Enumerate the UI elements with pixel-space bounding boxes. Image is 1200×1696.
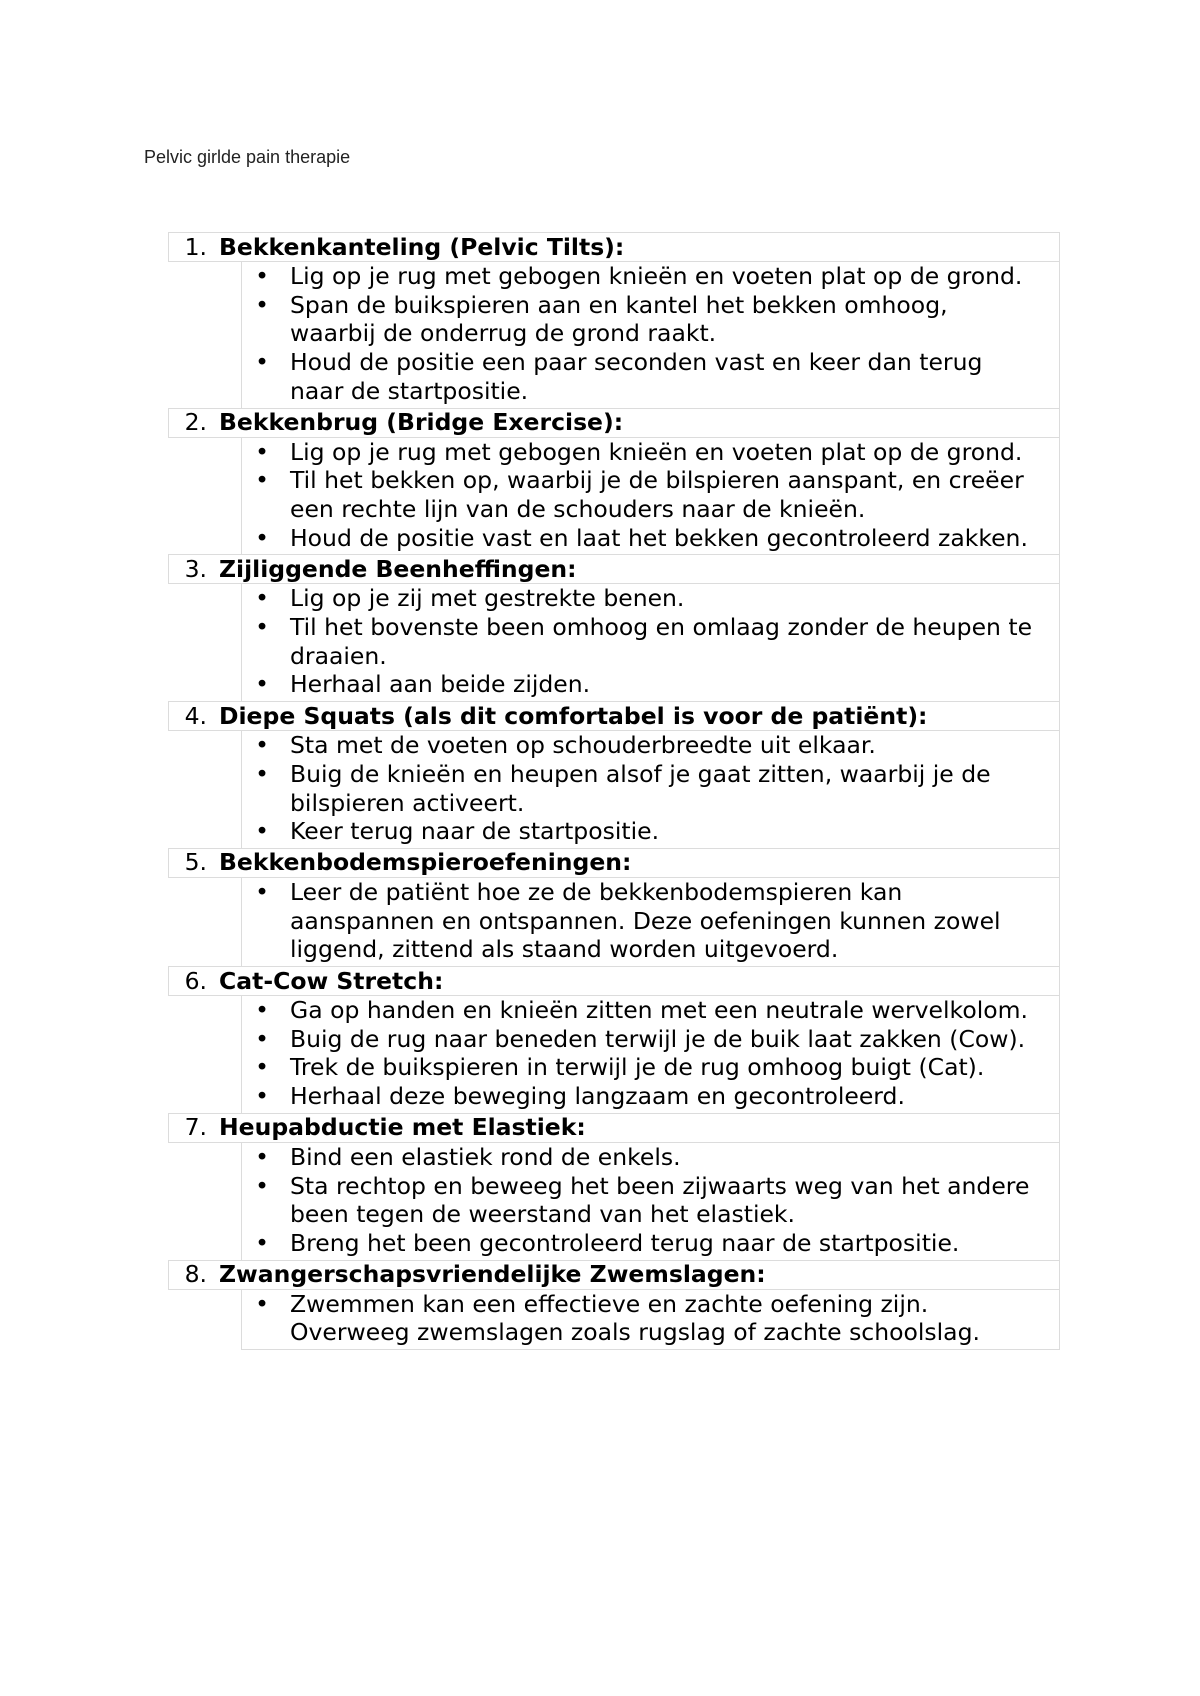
step-item (242, 1053, 1059, 1082)
step-text-line: Houd de positie een paar seconden vast en keer dan terug (290, 348, 983, 377)
step-text-line: Leer de patiënt hoe ze de bekkenbodemspieren kan (290, 877, 903, 906)
step-item (242, 760, 1059, 817)
step-text-line: Trek de buikspieren in terwijl je de rug omhoog buigt (Cat). (290, 1053, 985, 1082)
step-item (242, 1290, 1059, 1347)
step-text-line: bilspieren activeert. (290, 788, 525, 817)
step-text-line: Buig de rug naar beneden terwijl je de buik laat zakken (Cow). (290, 1024, 1026, 1053)
step-list (242, 1290, 1059, 1347)
exercise-heading (168, 408, 1060, 438)
bullet-icon: • (255, 262, 269, 290)
step-text-line: Lig op je rug met gebogen knieën en voeten plat op de grond. (290, 437, 1023, 466)
exercise-heading (168, 966, 1060, 996)
step-item (242, 1082, 1059, 1111)
exercise-number: 1. (184, 232, 207, 261)
bullet-icon: • (255, 523, 269, 552)
step-text-line: Lig op je zij met gestrekte benen. (290, 584, 685, 613)
step-list (242, 584, 1059, 699)
exercise-steps (241, 1290, 1060, 1350)
exercise-heading (168, 1260, 1060, 1290)
bullet-icon: • (255, 613, 269, 642)
step-text-line: Ga op handen en knieën zitten met een neutrale wervelkolom. (290, 996, 1028, 1025)
bullet-icon: • (255, 877, 269, 906)
step-text-line: Span de buikspieren aan en kantel het bekken omhoog, (290, 290, 948, 319)
bullet-icon: • (255, 348, 269, 377)
step-text-line: Sta rechtop en beweeg het been zijwaarts weg van het andere (290, 1171, 1030, 1200)
step-item (242, 524, 1059, 553)
bullet-icon: • (255, 1228, 269, 1257)
step-text-line: Bind een elastiek rond de enkels. (290, 1142, 681, 1171)
bullet-icon: • (255, 1024, 269, 1053)
step-text-line: liggend, zittend als staand worden uitgevoerd. (290, 935, 839, 964)
bullet-icon: • (255, 996, 269, 1025)
step-item (242, 1143, 1059, 1172)
step-text-line: Breng het been gecontroleerd terug naar de startpositie. (290, 1228, 960, 1257)
exercise-number: 4. (184, 701, 207, 730)
step-text-line: naar de startpositie. (290, 376, 529, 405)
step-text-line: Keer terug naar de startpositie. (290, 817, 660, 846)
step-item (242, 1172, 1059, 1229)
exercise-steps (241, 878, 1060, 966)
step-text-line: Zwemmen kan een effectieve en zachte oefening zijn. (290, 1289, 929, 1318)
bullet-icon: • (255, 670, 269, 699)
step-item (242, 878, 1059, 964)
step-text-line: Buig de knieën en heupen alsof je gaat zitten, waarbij je de (290, 759, 991, 788)
step-text-line: Sta met de voeten op schouderbreedte uit elkaar. (290, 731, 876, 760)
bullet-icon: • (255, 466, 269, 495)
exercise-number: 5. (184, 848, 207, 877)
step-item (242, 348, 1059, 405)
exercise-number: 2. (184, 408, 207, 437)
step-item (242, 438, 1059, 467)
exercise-title: Zijliggende Beenheffingen: (219, 554, 577, 583)
step-item (242, 584, 1059, 613)
exercise-title: Diepe Squats (als dit comfortabel is voor de patiënt): (219, 701, 928, 730)
exercise-heading (168, 232, 1060, 262)
bullet-icon: • (255, 437, 269, 466)
step-list (242, 878, 1059, 964)
exercise-number: 8. (184, 1260, 207, 1289)
exercise-title: Heupabductie met Elastiek: (219, 1113, 586, 1142)
step-text-line: Herhaal aan beide zijden. (290, 670, 591, 699)
exercise-steps (241, 584, 1060, 701)
step-list (242, 996, 1059, 1111)
step-item (242, 670, 1059, 699)
step-item (242, 996, 1059, 1025)
exercise-number: 6. (184, 966, 207, 995)
step-item (242, 731, 1059, 760)
step-text-line: Til het bovenste been omhoog en omlaag zonder de heupen te (290, 613, 1033, 642)
step-list (242, 438, 1059, 553)
exercise-title: Zwangerschapsvriendelijke Zwemslagen: (219, 1260, 766, 1289)
step-text-line: waarbij de onderrug de grond raakt. (290, 319, 717, 348)
step-item (242, 291, 1059, 348)
exercise-number: 3. (184, 554, 207, 583)
bullet-icon: • (255, 759, 269, 788)
exercise-list (168, 232, 1060, 1350)
step-text-line: Til het bekken op, waarbij je de bilspieren aanspant, en creëer (290, 466, 1024, 495)
exercise-title: Cat-Cow Stretch: (219, 966, 444, 995)
bullet-icon: • (255, 1171, 269, 1200)
step-item (242, 262, 1059, 291)
bullet-icon: • (255, 1082, 269, 1111)
bullet-icon: • (255, 1053, 269, 1082)
exercise-heading (168, 554, 1060, 584)
step-item (242, 1025, 1059, 1054)
step-text-line: draaien. (290, 641, 387, 670)
exercise-number: 7. (184, 1113, 207, 1142)
exercise-steps (241, 438, 1060, 555)
exercise-title: Bekkenbodemspieroefeningen: (219, 848, 632, 877)
step-list (242, 262, 1059, 406)
bullet-icon: • (255, 817, 269, 846)
bullet-icon: • (255, 1289, 269, 1318)
step-item (242, 466, 1059, 523)
step-text-line: Lig op je rug met gebogen knieën en voeten plat op de grond. (290, 262, 1023, 290)
step-item (242, 613, 1059, 670)
step-text-line: Overweeg zwemslagen zoals rugslag of zachte schoolslag. (290, 1318, 980, 1347)
exercise-title: Bekkenkanteling (Pelvic Tilts): (219, 232, 625, 261)
bullet-icon: • (255, 584, 269, 613)
exercise-steps (241, 262, 1060, 408)
step-list (242, 731, 1059, 846)
exercise-heading (168, 1113, 1060, 1143)
step-item (242, 1229, 1059, 1258)
exercise-steps (241, 1143, 1060, 1260)
bullet-icon: • (255, 290, 269, 319)
exercise-steps (241, 731, 1060, 848)
exercise-heading (168, 701, 1060, 731)
bullet-icon: • (255, 1142, 269, 1171)
document-title: Pelvic girlde pain therapie (144, 147, 351, 167)
bullet-icon: • (255, 731, 269, 760)
step-text-line: een rechte lijn van de schouders naar de knieën. (290, 494, 866, 523)
step-text-line: aanspannen en ontspannen. Deze oefeningen kunnen zowel (290, 906, 1001, 935)
step-text-line: Houd de positie vast en laat het bekken gecontroleerd zakken. (290, 523, 1028, 552)
step-text-line: been tegen de weerstand van het elastiek. (290, 1200, 796, 1229)
exercise-title: Bekkenbrug (Bridge Exercise): (219, 408, 624, 437)
exercise-steps (241, 996, 1060, 1113)
exercise-heading (168, 848, 1060, 878)
step-item (242, 817, 1059, 846)
step-text-line: Herhaal deze beweging langzaam en gecontroleerd. (290, 1082, 905, 1111)
step-list (242, 1143, 1059, 1258)
